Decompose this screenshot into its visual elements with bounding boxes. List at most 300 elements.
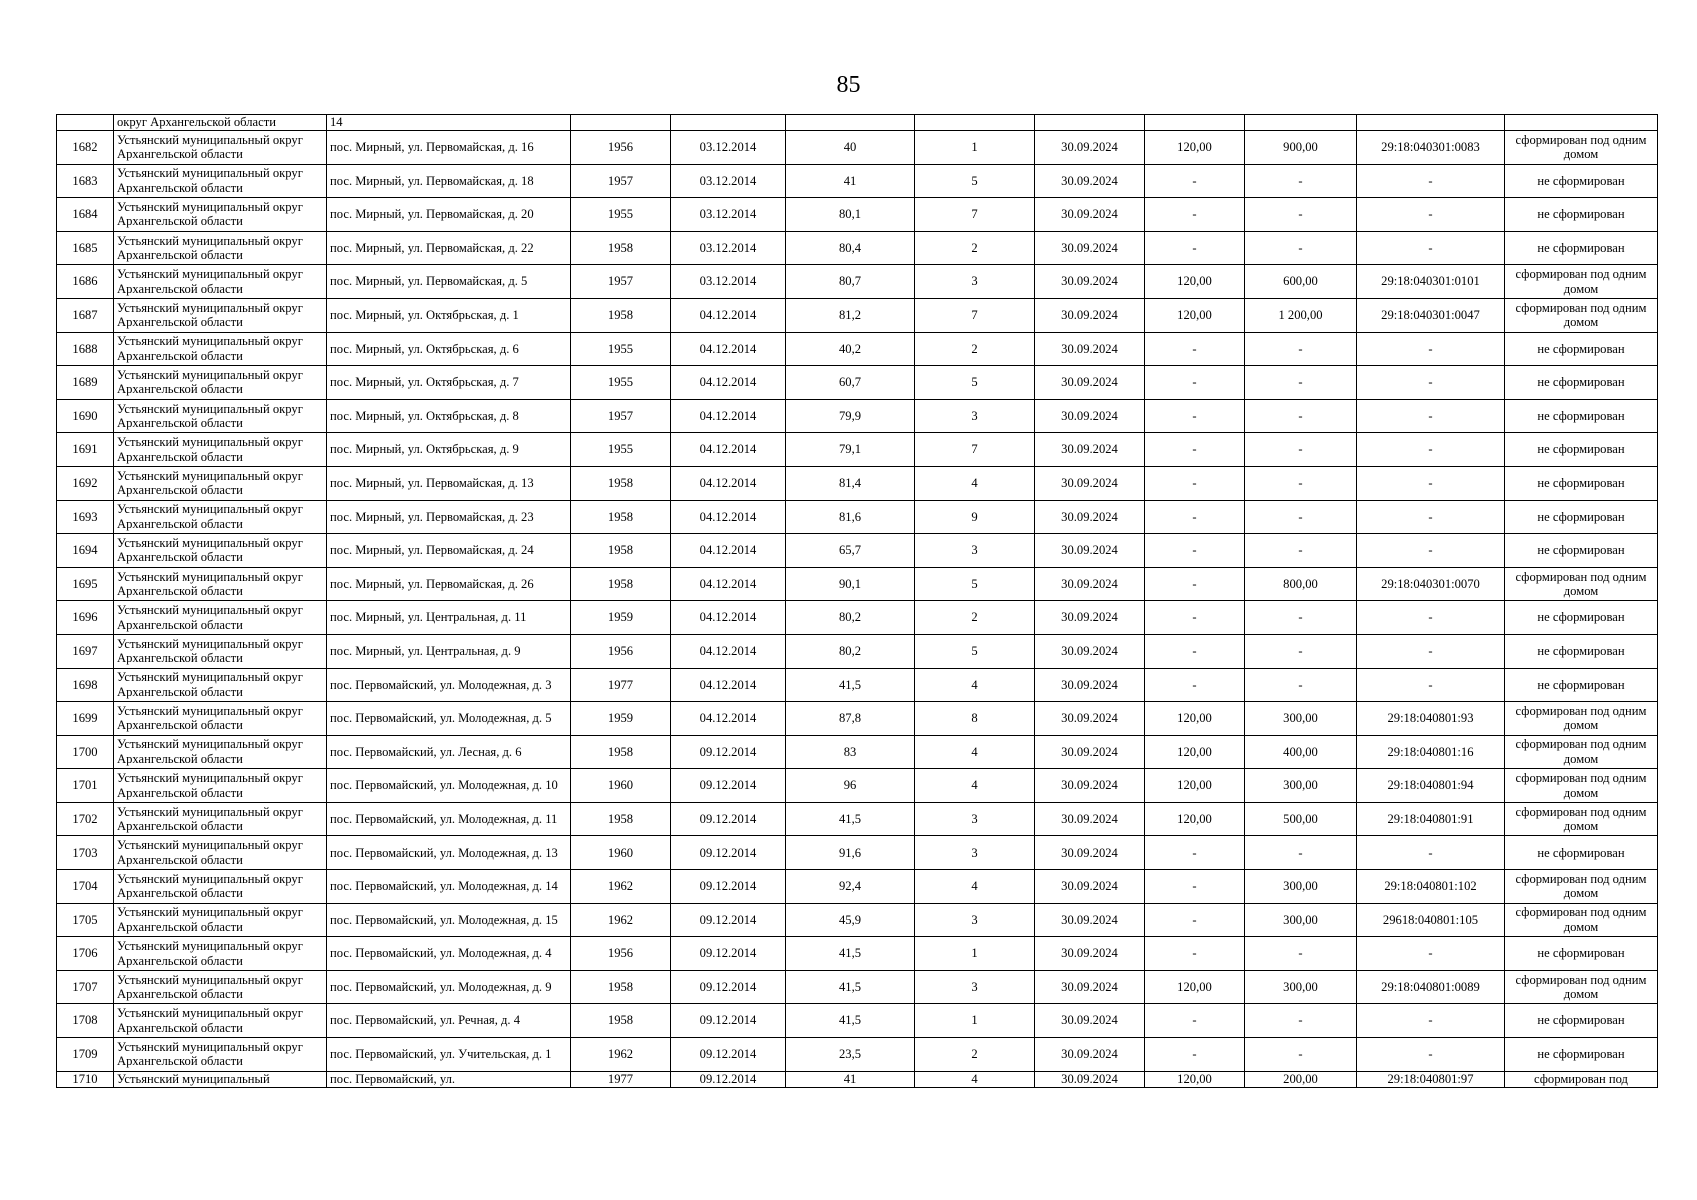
cell-number: 1687 [57,298,114,332]
cell-cadastral: - [1357,836,1505,870]
cell-value2: - [1245,466,1357,500]
cell-municipality: Устьянский муниципальный округ Архангельской области [114,534,327,568]
cell-date: 04.12.2014 [671,399,786,433]
cell-status: не сформирован [1505,433,1658,467]
cell-number: 1702 [57,802,114,836]
cell-number: 1686 [57,265,114,299]
cell-date2: 30.09.2024 [1035,231,1145,265]
cell-area: 23,5 [786,1038,915,1072]
cell-municipality: Устьянский муниципальный округ Архангельской области [114,802,327,836]
cell-count: 5 [915,366,1035,400]
cell-status: не сформирован [1505,601,1658,635]
cell-value1: 120,00 [1145,298,1245,332]
cell-municipality: Устьянский муниципальный округ Архангельской области [114,668,327,702]
cell-date: 09.12.2014 [671,903,786,937]
cell-cadastral: - [1357,500,1505,534]
cell-count: 2 [915,601,1035,635]
cell-date: 04.12.2014 [671,433,786,467]
cell-date2: 30.09.2024 [1035,802,1145,836]
cell-status: сформирован под одним домом [1505,903,1658,937]
cell-address: пос. Первомайский, ул. Молодежная, д. 14 [327,870,571,904]
cell-count: 5 [915,634,1035,668]
cell-status: сформирован под одним домом [1505,265,1658,299]
cell-municipality: Устьянский муниципальный округ Архангельской области [114,735,327,769]
cell-area: 80,2 [786,634,915,668]
cell-address: пос. Первомайский, ул. Молодежная, д. 11 [327,802,571,836]
table-row [57,601,1658,635]
cell-year: 1958 [571,567,671,601]
cell-area: 41 [786,1071,915,1087]
cell-area: 80,7 [786,265,915,299]
cell-cadastral: 29:18:040301:0070 [1357,567,1505,601]
cell-value1 [1145,115,1245,131]
cell-count: 4 [915,668,1035,702]
cell-municipality: Устьянский муниципальный округ Архангельской области [114,870,327,904]
cell-value1: - [1145,500,1245,534]
cell-date2: 30.09.2024 [1035,164,1145,198]
cell-municipality: Устьянский муниципальный округ Архангельской области [114,231,327,265]
cell-value2: 800,00 [1245,567,1357,601]
cell-value1: - [1145,634,1245,668]
cell-municipality: Устьянский муниципальный округ Архангельской области [114,131,327,165]
cell-address: пос. Первомайский, ул. Молодежная, д. 3 [327,668,571,702]
cell-date2: 30.09.2024 [1035,937,1145,971]
cell-status: не сформирован [1505,836,1658,870]
cell-count: 9 [915,500,1035,534]
cell-value1: - [1145,534,1245,568]
table-row [57,399,1658,433]
cell-area: 79,9 [786,399,915,433]
cell-area: 80,4 [786,231,915,265]
cell-address: пос. Первомайский, ул. Молодежная, д. 9 [327,970,571,1004]
cell-value1: 120,00 [1145,802,1245,836]
cell-year: 1958 [571,735,671,769]
cell-area: 41 [786,164,915,198]
cell-year [571,115,671,131]
cell-value2: - [1245,399,1357,433]
cell-number: 1709 [57,1038,114,1072]
cell-year: 1958 [571,970,671,1004]
cell-area [786,115,915,131]
cell-address: пос. Первомайский, ул. Лесная, д. 6 [327,735,571,769]
cell-area: 79,1 [786,433,915,467]
cell-date2: 30.09.2024 [1035,870,1145,904]
cell-year: 1959 [571,702,671,736]
cell-year: 1955 [571,433,671,467]
cell-number: 1705 [57,903,114,937]
cell-value2 [1245,115,1357,131]
cell-year: 1962 [571,903,671,937]
cell-count: 2 [915,1038,1035,1072]
cell-date: 09.12.2014 [671,836,786,870]
cell-cadastral: - [1357,1038,1505,1072]
cell-year: 1960 [571,769,671,803]
cell-area: 92,4 [786,870,915,904]
cell-number: 1690 [57,399,114,433]
cell-municipality: Устьянский муниципальный округ Архангельской области [114,937,327,971]
cell-value2: - [1245,433,1357,467]
cell-cadastral: - [1357,634,1505,668]
cell-municipality: Устьянский муниципальный округ Архангельской области [114,970,327,1004]
cell-value1: - [1145,198,1245,232]
cell-year: 1957 [571,164,671,198]
cell-date: 09.12.2014 [671,1038,786,1072]
cell-area: 83 [786,735,915,769]
cell-number: 1684 [57,198,114,232]
cell-number: 1707 [57,970,114,1004]
cell-year: 1958 [571,231,671,265]
cell-value2: - [1245,231,1357,265]
cell-value2: 400,00 [1245,735,1357,769]
cell-address: пос. Первомайский, ул. Молодежная, д. 4 [327,937,571,971]
cell-address: пос. Мирный, ул. Октябрьская, д. 8 [327,399,571,433]
cell-area: 91,6 [786,836,915,870]
cell-cadastral: - [1357,937,1505,971]
cell-area: 60,7 [786,366,915,400]
cell-value1: - [1145,164,1245,198]
cell-date2: 30.09.2024 [1035,567,1145,601]
table-row [57,903,1658,937]
cell-status [1505,115,1658,131]
cell-count: 3 [915,802,1035,836]
table-row [57,298,1658,332]
cell-address: пос. Мирный, ул. Октябрьская, д. 6 [327,332,571,366]
cell-cadastral: - [1357,433,1505,467]
cell-count: 7 [915,198,1035,232]
cell-address: пос. Мирный, ул. Первомайская, д. 5 [327,265,571,299]
cell-cadastral: - [1357,366,1505,400]
cell-value2: - [1245,937,1357,971]
cell-cadastral: 29:18:040301:0101 [1357,265,1505,299]
cell-date: 04.12.2014 [671,466,786,500]
cell-year: 1956 [571,131,671,165]
cell-value2: - [1245,534,1357,568]
cell-municipality: Устьянский муниципальный округ Архангельской области [114,1038,327,1072]
cell-area: 45,9 [786,903,915,937]
cell-cadastral: 29:18:040801:91 [1357,802,1505,836]
cell-status: не сформирован [1505,198,1658,232]
cell-area: 65,7 [786,534,915,568]
cell-count: 4 [915,769,1035,803]
cell-value1: 120,00 [1145,769,1245,803]
cell-date2: 30.09.2024 [1035,668,1145,702]
cell-municipality: округ Архангельской области [114,115,327,131]
cell-number: 1696 [57,601,114,635]
cell-value2: - [1245,366,1357,400]
table-row [57,836,1658,870]
table-row [57,198,1658,232]
cell-count: 3 [915,836,1035,870]
cell-municipality: Устьянский муниципальный округ Архангельской области [114,366,327,400]
cell-value1: 120,00 [1145,265,1245,299]
cell-status: не сформирован [1505,399,1658,433]
cell-value1: - [1145,937,1245,971]
cell-value1: 120,00 [1145,970,1245,1004]
cell-municipality: Устьянский муниципальный округ Архангельской области [114,769,327,803]
cell-number: 1706 [57,937,114,971]
cell-status: не сформирован [1505,534,1658,568]
cell-date2: 30.09.2024 [1035,970,1145,1004]
cell-cadastral: 29:18:040801:93 [1357,702,1505,736]
cell-municipality: Устьянский муниципальный округ Архангельской области [114,332,327,366]
cell-municipality: Устьянский муниципальный [114,1071,327,1087]
cell-year: 1977 [571,668,671,702]
cell-status: не сформирован [1505,332,1658,366]
cell-date2: 30.09.2024 [1035,769,1145,803]
cell-count: 3 [915,265,1035,299]
cell-municipality: Устьянский муниципальный округ Архангельской области [114,702,327,736]
cell-count: 2 [915,231,1035,265]
cell-date2: 30.09.2024 [1035,534,1145,568]
cell-date: 04.12.2014 [671,567,786,601]
cell-count: 2 [915,332,1035,366]
cell-value1: - [1145,1038,1245,1072]
cell-value2: - [1245,164,1357,198]
cell-date: 04.12.2014 [671,500,786,534]
cell-municipality: Устьянский муниципальный округ Архангельской области [114,164,327,198]
table-row [57,332,1658,366]
cell-area: 40,2 [786,332,915,366]
table-row [57,1038,1658,1072]
cell-date2: 30.09.2024 [1035,500,1145,534]
cell-date: 04.12.2014 [671,702,786,736]
cell-cadastral: - [1357,534,1505,568]
cell-date: 04.12.2014 [671,366,786,400]
cell-municipality: Устьянский муниципальный округ Архангельской области [114,466,327,500]
table-row-truncated [57,1071,1658,1087]
cell-status: сформирован под одним домом [1505,735,1658,769]
cell-year: 1958 [571,500,671,534]
cell-date2: 30.09.2024 [1035,298,1145,332]
cell-date2: 30.09.2024 [1035,601,1145,635]
cell-municipality: Устьянский муниципальный округ Архангельской области [114,567,327,601]
cell-municipality: Устьянский муниципальный округ Архангельской области [114,634,327,668]
cell-address: пос. Мирный, ул. Первомайская, д. 24 [327,534,571,568]
cell-value2: - [1245,634,1357,668]
cell-count: 4 [915,735,1035,769]
cell-status: сформирован под одним домом [1505,870,1658,904]
cell-cadastral: - [1357,601,1505,635]
cell-address: пос. Мирный, ул. Октябрьская, д. 9 [327,433,571,467]
table-row [57,970,1658,1004]
cell-municipality: Устьянский муниципальный округ Архангельской области [114,601,327,635]
cell-cadastral: - [1357,164,1505,198]
cell-status: сформирован под одним домом [1505,298,1658,332]
cell-municipality: Устьянский муниципальный округ Архангельской области [114,500,327,534]
cell-count: 3 [915,399,1035,433]
cell-municipality: Устьянский муниципальный округ Архангельской области [114,836,327,870]
cell-date2 [1035,115,1145,131]
cell-address: пос. Мирный, ул. Первомайская, д. 23 [327,500,571,534]
cell-value1: - [1145,332,1245,366]
table-row [57,802,1658,836]
cell-value2: - [1245,668,1357,702]
table-row [57,668,1658,702]
cell-date: 04.12.2014 [671,634,786,668]
cell-status: не сформирован [1505,164,1658,198]
cell-municipality: Устьянский муниципальный округ Архангельской области [114,1004,327,1038]
cell-year: 1956 [571,634,671,668]
cell-value2: - [1245,1038,1357,1072]
cell-cadastral: 29618:040801:105 [1357,903,1505,937]
table-row [57,231,1658,265]
cell-date: 09.12.2014 [671,802,786,836]
cell-number: 1699 [57,702,114,736]
cell-value2: 300,00 [1245,970,1357,1004]
cell-date2: 30.09.2024 [1035,332,1145,366]
cell-address: пос. Мирный, ул. Центральная, д. 11 [327,601,571,635]
cell-date: 04.12.2014 [671,332,786,366]
cell-cadastral: - [1357,332,1505,366]
cell-address: 14 [327,115,571,131]
cell-date: 03.12.2014 [671,231,786,265]
cell-address: пос. Первомайский, ул. Молодежная, д. 5 [327,702,571,736]
cell-year: 1955 [571,198,671,232]
cell-count: 7 [915,433,1035,467]
cell-number: 1695 [57,567,114,601]
cell-area: 41,5 [786,937,915,971]
cell-value1: - [1145,433,1245,467]
cell-value2: 300,00 [1245,769,1357,803]
cell-number: 1682 [57,131,114,165]
cell-number: 1698 [57,668,114,702]
cell-count: 3 [915,903,1035,937]
table-row [57,769,1658,803]
cell-value2: - [1245,601,1357,635]
cell-date: 09.12.2014 [671,870,786,904]
cell-date2: 30.09.2024 [1035,399,1145,433]
table-row [57,870,1658,904]
cell-date2: 30.09.2024 [1035,634,1145,668]
cell-number: 1704 [57,870,114,904]
cell-number: 1689 [57,366,114,400]
cell-cadastral: - [1357,231,1505,265]
cell-area: 87,8 [786,702,915,736]
cell-count: 1 [915,1004,1035,1038]
cell-value1: - [1145,567,1245,601]
cell-count: 5 [915,164,1035,198]
cell-number: 1697 [57,634,114,668]
cell-status: не сформирован [1505,937,1658,971]
cell-value1: - [1145,601,1245,635]
cell-area: 81,2 [786,298,915,332]
cell-value1: - [1145,903,1245,937]
table-row [57,1004,1658,1038]
cell-cadastral [1357,115,1505,131]
cell-address: пос. Мирный, ул. Первомайская, д. 13 [327,466,571,500]
cell-municipality: Устьянский муниципальный округ Архангельской области [114,399,327,433]
cell-address: пос. Первомайский, ул. Молодежная, д. 13 [327,836,571,870]
cell-status: не сформирован [1505,231,1658,265]
cell-status: сформирован под одним домом [1505,802,1658,836]
cell-value1: 120,00 [1145,702,1245,736]
cell-cadastral: 29:18:040801:94 [1357,769,1505,803]
cell-value1: - [1145,366,1245,400]
cell-year: 1958 [571,802,671,836]
cell-year: 1955 [571,366,671,400]
cell-area: 80,2 [786,601,915,635]
cell-date: 09.12.2014 [671,1004,786,1038]
cell-year: 1958 [571,534,671,568]
cell-cadastral: 29:18:040801:0089 [1357,970,1505,1004]
cell-count: 8 [915,702,1035,736]
cell-year: 1955 [571,332,671,366]
cell-status: сформирован под [1505,1071,1658,1087]
housing-registry-table [56,114,1658,1088]
cell-area: 96 [786,769,915,803]
cell-count: 3 [915,970,1035,1004]
cell-date2: 30.09.2024 [1035,131,1145,165]
table-row-continued [57,115,1658,131]
cell-area: 81,6 [786,500,915,534]
cell-address: пос. Мирный, ул. Первомайская, д. 22 [327,231,571,265]
cell-value2: - [1245,836,1357,870]
cell-status: сформирован под одним домом [1505,131,1658,165]
cell-address: пос. Мирный, ул. Первомайская, д. 26 [327,567,571,601]
table-row [57,634,1658,668]
cell-status: не сформирован [1505,1038,1658,1072]
cell-address: пос. Первомайский, ул. Речная, д. 4 [327,1004,571,1038]
table-body [57,115,1658,1088]
cell-value1: - [1145,870,1245,904]
cell-area: 81,4 [786,466,915,500]
table-row [57,466,1658,500]
cell-number: 1688 [57,332,114,366]
cell-date: 04.12.2014 [671,668,786,702]
table-row [57,735,1658,769]
cell-cadastral: - [1357,466,1505,500]
cell-value2: - [1245,500,1357,534]
cell-address: пос. Мирный, ул. Первомайская, д. 16 [327,131,571,165]
cell-number: 1691 [57,433,114,467]
cell-address: пос. Мирный, ул. Октябрьская, д. 7 [327,366,571,400]
cell-date2: 30.09.2024 [1035,366,1145,400]
cell-year: 1977 [571,1071,671,1087]
cell-status: сформирован под одним домом [1505,567,1658,601]
cell-number: 1703 [57,836,114,870]
cell-status: не сформирован [1505,668,1658,702]
cell-cadastral: - [1357,1004,1505,1038]
cell-area: 90,1 [786,567,915,601]
cell-number [57,115,114,131]
cell-address: пос. Первомайский, ул. [327,1071,571,1087]
cell-date: 04.12.2014 [671,298,786,332]
cell-year: 1959 [571,601,671,635]
cell-status: сформирован под одним домом [1505,769,1658,803]
cell-date2: 30.09.2024 [1035,702,1145,736]
cell-value2: 200,00 [1245,1071,1357,1087]
cell-year: 1957 [571,265,671,299]
cell-year: 1957 [571,399,671,433]
cell-value1: - [1145,466,1245,500]
cell-date: 09.12.2014 [671,769,786,803]
table-row [57,265,1658,299]
cell-value1: - [1145,1004,1245,1038]
cell-year: 1958 [571,466,671,500]
cell-cadastral: 29:18:040801:97 [1357,1071,1505,1087]
cell-number: 1685 [57,231,114,265]
table-row [57,131,1658,165]
cell-value2: 300,00 [1245,702,1357,736]
cell-count: 3 [915,534,1035,568]
cell-municipality: Устьянский муниципальный округ Архангельской области [114,265,327,299]
cell-number: 1710 [57,1071,114,1087]
cell-number: 1694 [57,534,114,568]
cell-value2: - [1245,1004,1357,1038]
cell-status: сформирован под одним домом [1505,970,1658,1004]
cell-date2: 30.09.2024 [1035,1071,1145,1087]
cell-value2: 1 200,00 [1245,298,1357,332]
